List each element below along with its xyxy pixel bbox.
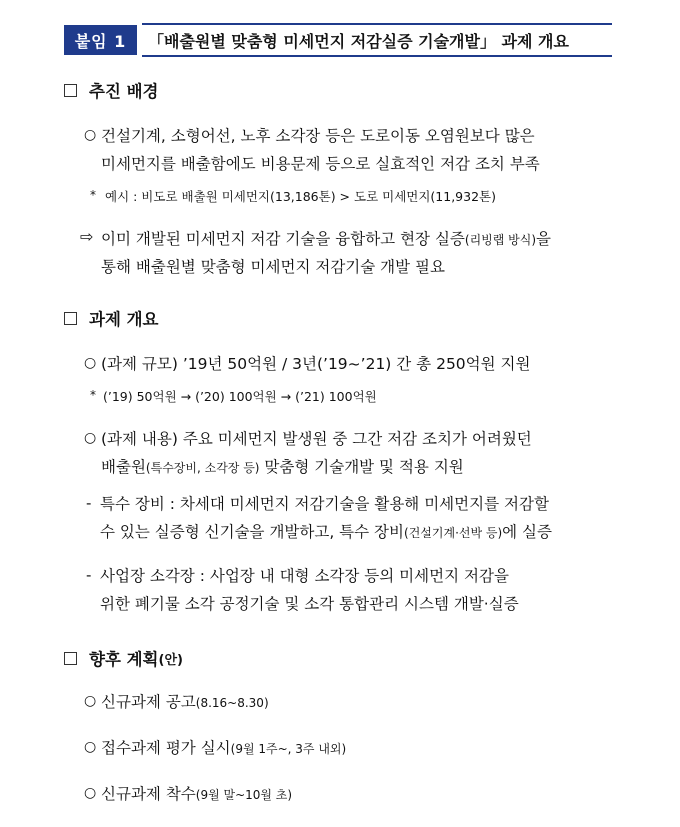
dash-bullet-icon: - (86, 566, 92, 584)
section-heading-plan (64, 646, 183, 670)
circle-bullet-icon: ○ (84, 430, 97, 446)
incinerator-line-1: 사업장 소각장 : 사업장 내 대형 소각장 등의 미세먼지 저감을 (100, 567, 509, 585)
project-content-line-1: (과제 내용) 주요 미세먼지 발생원 중 그간 저감 조치가 어려웠던 (101, 430, 532, 448)
attachment-badge: 붙임 1 (64, 25, 137, 55)
plan-item-evaluation: 접수과제 평가 실시(9월 1주~, 3주 내외) (101, 739, 347, 757)
circle-bullet-icon: ○ (84, 785, 97, 801)
necessity-line-2: 통해 배출원별 맞춤형 미세먼지 저감기술 개발 필요 (101, 258, 445, 276)
incinerator-line-2: 위한 폐기물 소각 공정기술 및 소각 통합관리 시스템 개발·실증 (100, 595, 519, 613)
dash-bullet-icon: - (86, 494, 92, 512)
checkbox-square-icon (64, 312, 77, 325)
budget-breakdown-note: (’19) 50억원 → (’20) 100억원 → (’21) 100억원 (103, 389, 377, 404)
circle-bullet-icon: ○ (84, 739, 97, 755)
arrow-bullet-icon: ⇨ (80, 227, 94, 246)
circle-bullet-icon: ○ (84, 127, 97, 143)
checkbox-square-icon (64, 652, 77, 665)
circle-bullet-icon: ○ (84, 693, 97, 709)
background-example-note: 예시 : 비도로 배출원 미세먼지(13,186톤) > 도로 미세먼지(11,932톤) (105, 189, 496, 204)
section-heading-text: 추진 배경 (89, 82, 159, 101)
section-heading-text: 향후 계획 (89, 650, 159, 669)
plan-item-announcement: 신규과제 공고(8.16~8.30) (101, 693, 269, 711)
circle-bullet-icon: ○ (84, 355, 97, 371)
asterisk-bullet-icon: * (90, 388, 96, 402)
section-heading-text: 과제 개요 (89, 310, 159, 329)
project-scale-line: (과제 규모) ’19년 50억원 / 3년(’19~’21) 간 총 250억원 지원 (101, 355, 531, 373)
project-content-line-2: 배출원(특수장비, 소각장 등) 맞춤형 기술개발 및 적용 지원 (101, 458, 464, 476)
document-header (64, 23, 612, 57)
necessity-line-1: 이미 개발된 미세먼지 저감 기술을 융합하고 현장 실증(리빙랩 방식)을 (101, 230, 552, 248)
background-line-2: 미세먼지를 배출함에도 비용문제 등으로 실효적인 저감 조치 부족 (101, 155, 540, 173)
asterisk-bullet-icon: * (90, 188, 96, 202)
section-heading-background (64, 78, 159, 102)
plan-item-launch: 신규과제 착수(9월 말~10월 초) (101, 785, 293, 803)
section-heading-overview (64, 306, 159, 330)
special-equipment-line-1: 특수 장비 : 차세대 미세먼지 저감기술을 활용해 미세먼지를 저감할 (100, 495, 549, 513)
section-heading-suffix: (안) (158, 652, 183, 668)
background-line-1: 건설기계, 소형어선, 노후 소각장 등은 도로이동 오염원보다 많은 (101, 127, 535, 145)
checkbox-square-icon (64, 84, 77, 97)
document-title: 「배출원별 맞춤형 미세먼지 저감실증 기술개발」 과제 개요 (142, 23, 612, 57)
special-equipment-line-2: 수 있는 실증형 신기술을 개발하고, 특수 장비(건설기계·선박 등)에 실증 (100, 523, 553, 541)
